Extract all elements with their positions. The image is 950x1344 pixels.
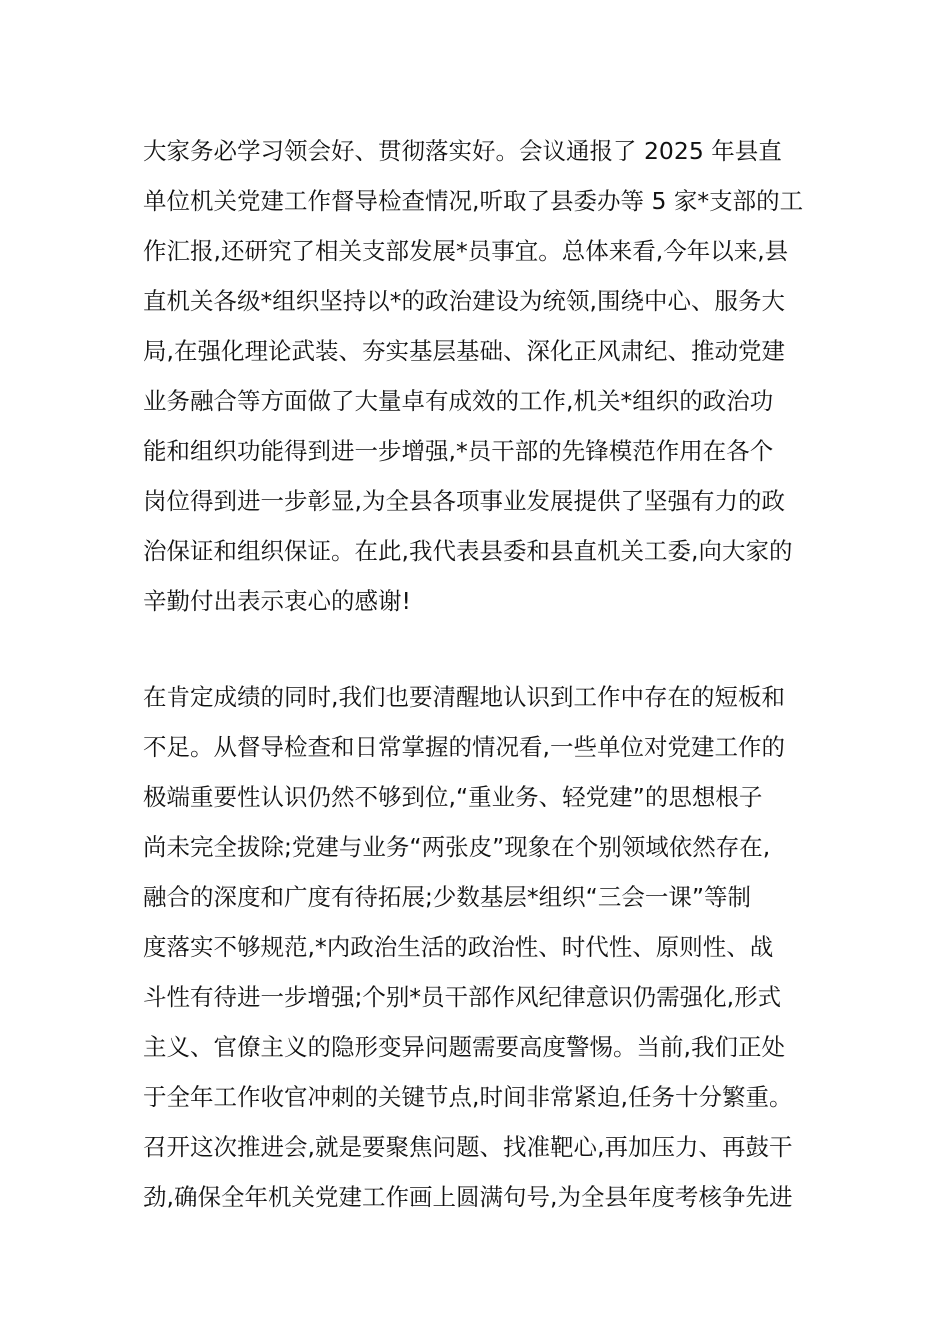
paragraph-line: 于全年工作收官冲刺的关键节点,时间非常紧迫,任务十分繁重。 bbox=[143, 1083, 793, 1111]
paragraph-line: 能和组织功能得到进一步增强,*员干部的先锋模范作用在各个 bbox=[143, 437, 774, 465]
paragraph-line: 直机关各级*组织坚持以*的政治建设为统领,围绕中心、服务大 bbox=[143, 287, 785, 315]
paragraph-line: 业务融合等方面做了大量卓有成效的工作,机关*组织的政治功 bbox=[143, 387, 774, 415]
paragraph-line: 治保证和组织保证。在此,我代表县委和县直机关工委,向大家的 bbox=[143, 537, 793, 565]
paragraph-line: 极端重要性认识仍然不够到位,“重业务、轻党建”的思想根子 bbox=[143, 783, 763, 811]
paragraph-line: 召开这次推进会,就是要聚焦问题、找准靶心,再加压力、再鼓干 bbox=[143, 1133, 793, 1161]
paragraph-line: 主义、官僚主义的隐形变异问题需要高度警惕。当前,我们正处 bbox=[143, 1033, 785, 1061]
paragraph-line: 度落实不够规范,*内政治生活的政治性、时代性、原则性、战 bbox=[143, 933, 774, 961]
paragraph-line: 作汇报,还研究了相关支部发展*员事宜。总体来看,今年以来,县 bbox=[143, 237, 789, 265]
paragraph-line: 斗性有待进一步增强;个别*员干部作风纪律意识仍需强化,形式 bbox=[143, 983, 782, 1011]
paragraph-line: 大家务必学习领会好、贯彻落实好。会议通报了 2025 年县直 bbox=[143, 137, 782, 165]
paragraph-line: 融合的深度和广度有待拓展;少数基层*组织“三会一课”等制 bbox=[143, 883, 752, 911]
paragraph-line: 局,在强化理论武装、夯实基层基础、深化正风肃纪、推动党建 bbox=[143, 337, 785, 365]
paragraph-line: 不足。从督导检查和日常掌握的情况看,一些单位对党建工作的 bbox=[143, 733, 785, 761]
paragraph-line: 劲,确保全年机关党建工作画上圆满句号,为全县年度考核争先进 bbox=[143, 1183, 793, 1211]
paragraph-line: 在肯定成绩的同时,我们也要清醒地认识到工作中存在的短板和 bbox=[143, 683, 785, 711]
paragraph-line: 辛勤付出表示衷心的感谢! bbox=[143, 587, 411, 615]
paragraph-line: 岗位得到进一步彰显,为全县各项事业发展提供了坚强有力的政 bbox=[143, 487, 785, 515]
paragraph-line: 单位机关党建工作督导检查情况,听取了县委办等 5 家*支部的工 bbox=[143, 187, 804, 215]
paragraph-line: 尚未完全拔除;党建与业务“两张皮”现象在个别领域依然存在, bbox=[143, 833, 771, 861]
